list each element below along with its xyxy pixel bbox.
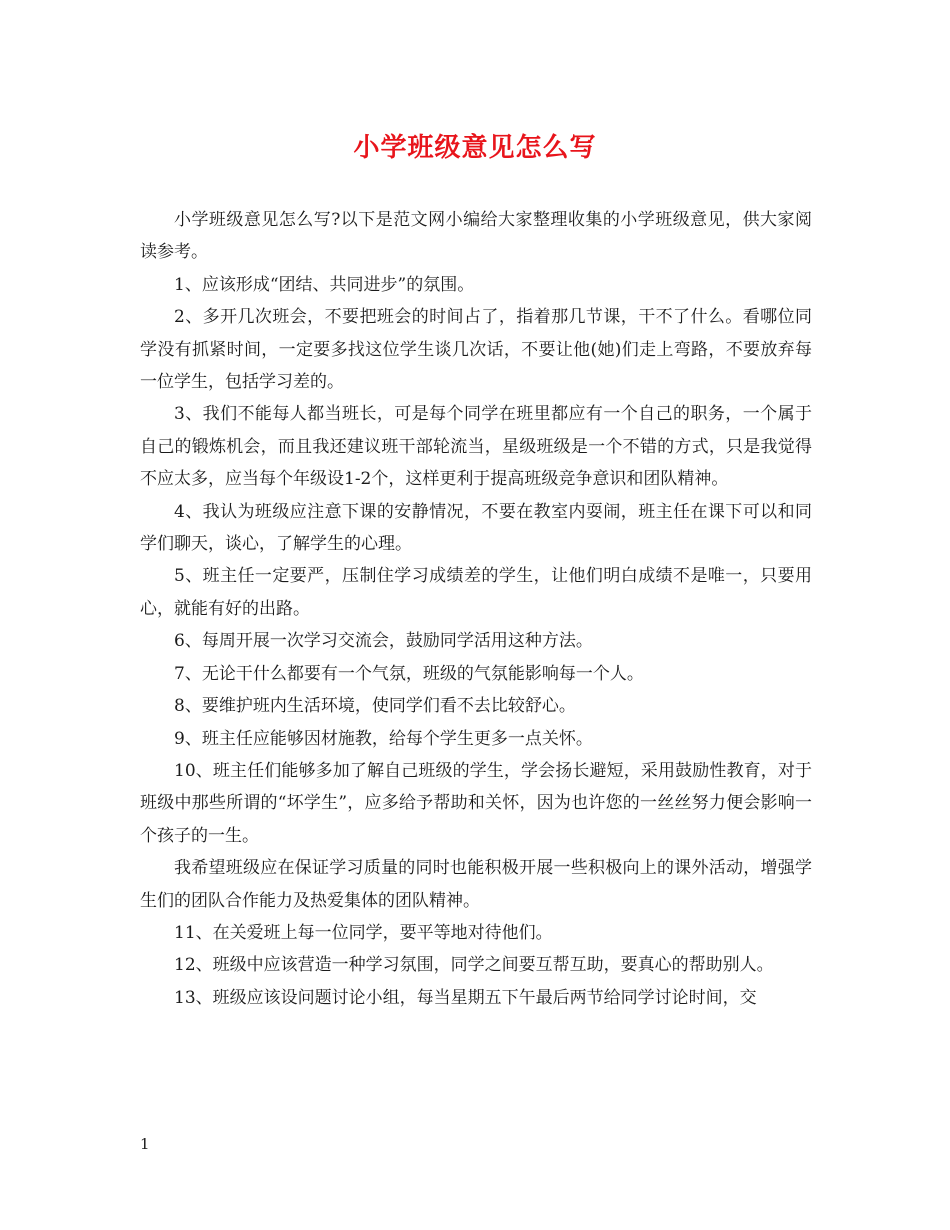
- paragraph-item-4: 4、我认为班级应注意下课的安静情况，不要在教室内耍闹，班主任在课下可以和同学们聊天，谈心，了解学生的心理。: [140, 501, 812, 555]
- paragraph-item-1: 1、应该形成“团结、共同进步”的氛围。: [174, 274, 475, 295]
- paragraph-item-8: 8、要维护班内生活环境，使同学们看不去比较舒心。: [174, 696, 576, 717]
- paragraph-item-11: 11、在关爱班上每一位同学，要平等地对待他们。: [174, 922, 553, 943]
- page-title: 小学班级意见怎么写: [353, 133, 597, 163]
- paragraph-item-10: 10、班主任们能够多加了解自己班级的学生，学会扬长避短，采用鼓励性教育，对于班级中那些所谓的“坏学生”，应多给予帮助和关怀，因为也许您的一丝丝努力便会影响一个孩子的一生。: [140, 760, 812, 846]
- paragraph-item-3: 3、我们不能每人都当班长，可是每个同学在班里都应有一个自己的职务，一个属于自己的锻炼机会，而且我还建议班干部轮流当，星级班级是一个不错的方式，只是我觉得不应太多，应当每个年级设1-2个，这样更利于提高班级竞争意识和团队精神。: [140, 404, 812, 490]
- paragraph-item-9: 9、班主任应能够因材施教，给每个学生更多一点关怀。: [174, 728, 593, 749]
- document-body: [140, 204, 812, 1014]
- paragraph-intro: 小学班级意见怎么写?以下是范文网小编给大家整理收集的小学班级意见，供大家阅读参考。: [140, 210, 812, 263]
- paragraph-hope: 我希望班级应在保证学习质量的同时也能积极开展一些积极向上的课外活动，增强学生们的团队合作能力及热爱集体的团队精神。: [140, 858, 812, 911]
- paragraph-item-13: 13、班级应该设问题讨论小组，每当星期五下午最后两节给同学讨论时间，交: [174, 987, 757, 1008]
- paragraph-item-2: 2、多开几次班会，不要把班会的时间占了，指着那几节课，干不了什么。看哪位同学没有抓紧时间，一定要多找这位学生谈几次话，不要让他(她)们走上弯路，不要放弃每一位学生，包括学习差的。: [140, 307, 812, 393]
- page-number: 1: [140, 1135, 150, 1153]
- paragraph-item-12: 12、班级中应该营造一种学习氛围，同学之间要互帮互助，要真心的帮助别人。: [174, 955, 774, 976]
- paragraph-item-5: 5、班主任一定要严，压制住学习成绩差的学生，让他们明白成绩不是唯一，只要用心，就能有好的出路。: [140, 566, 812, 619]
- paragraph-item-7: 7、无论干什么都要有一个气氛，班级的气氛能影响每一个人。: [174, 663, 644, 684]
- paragraph-item-6: 6、每周开展一次学习交流会，鼓励同学活用这种方法。: [174, 631, 593, 652]
